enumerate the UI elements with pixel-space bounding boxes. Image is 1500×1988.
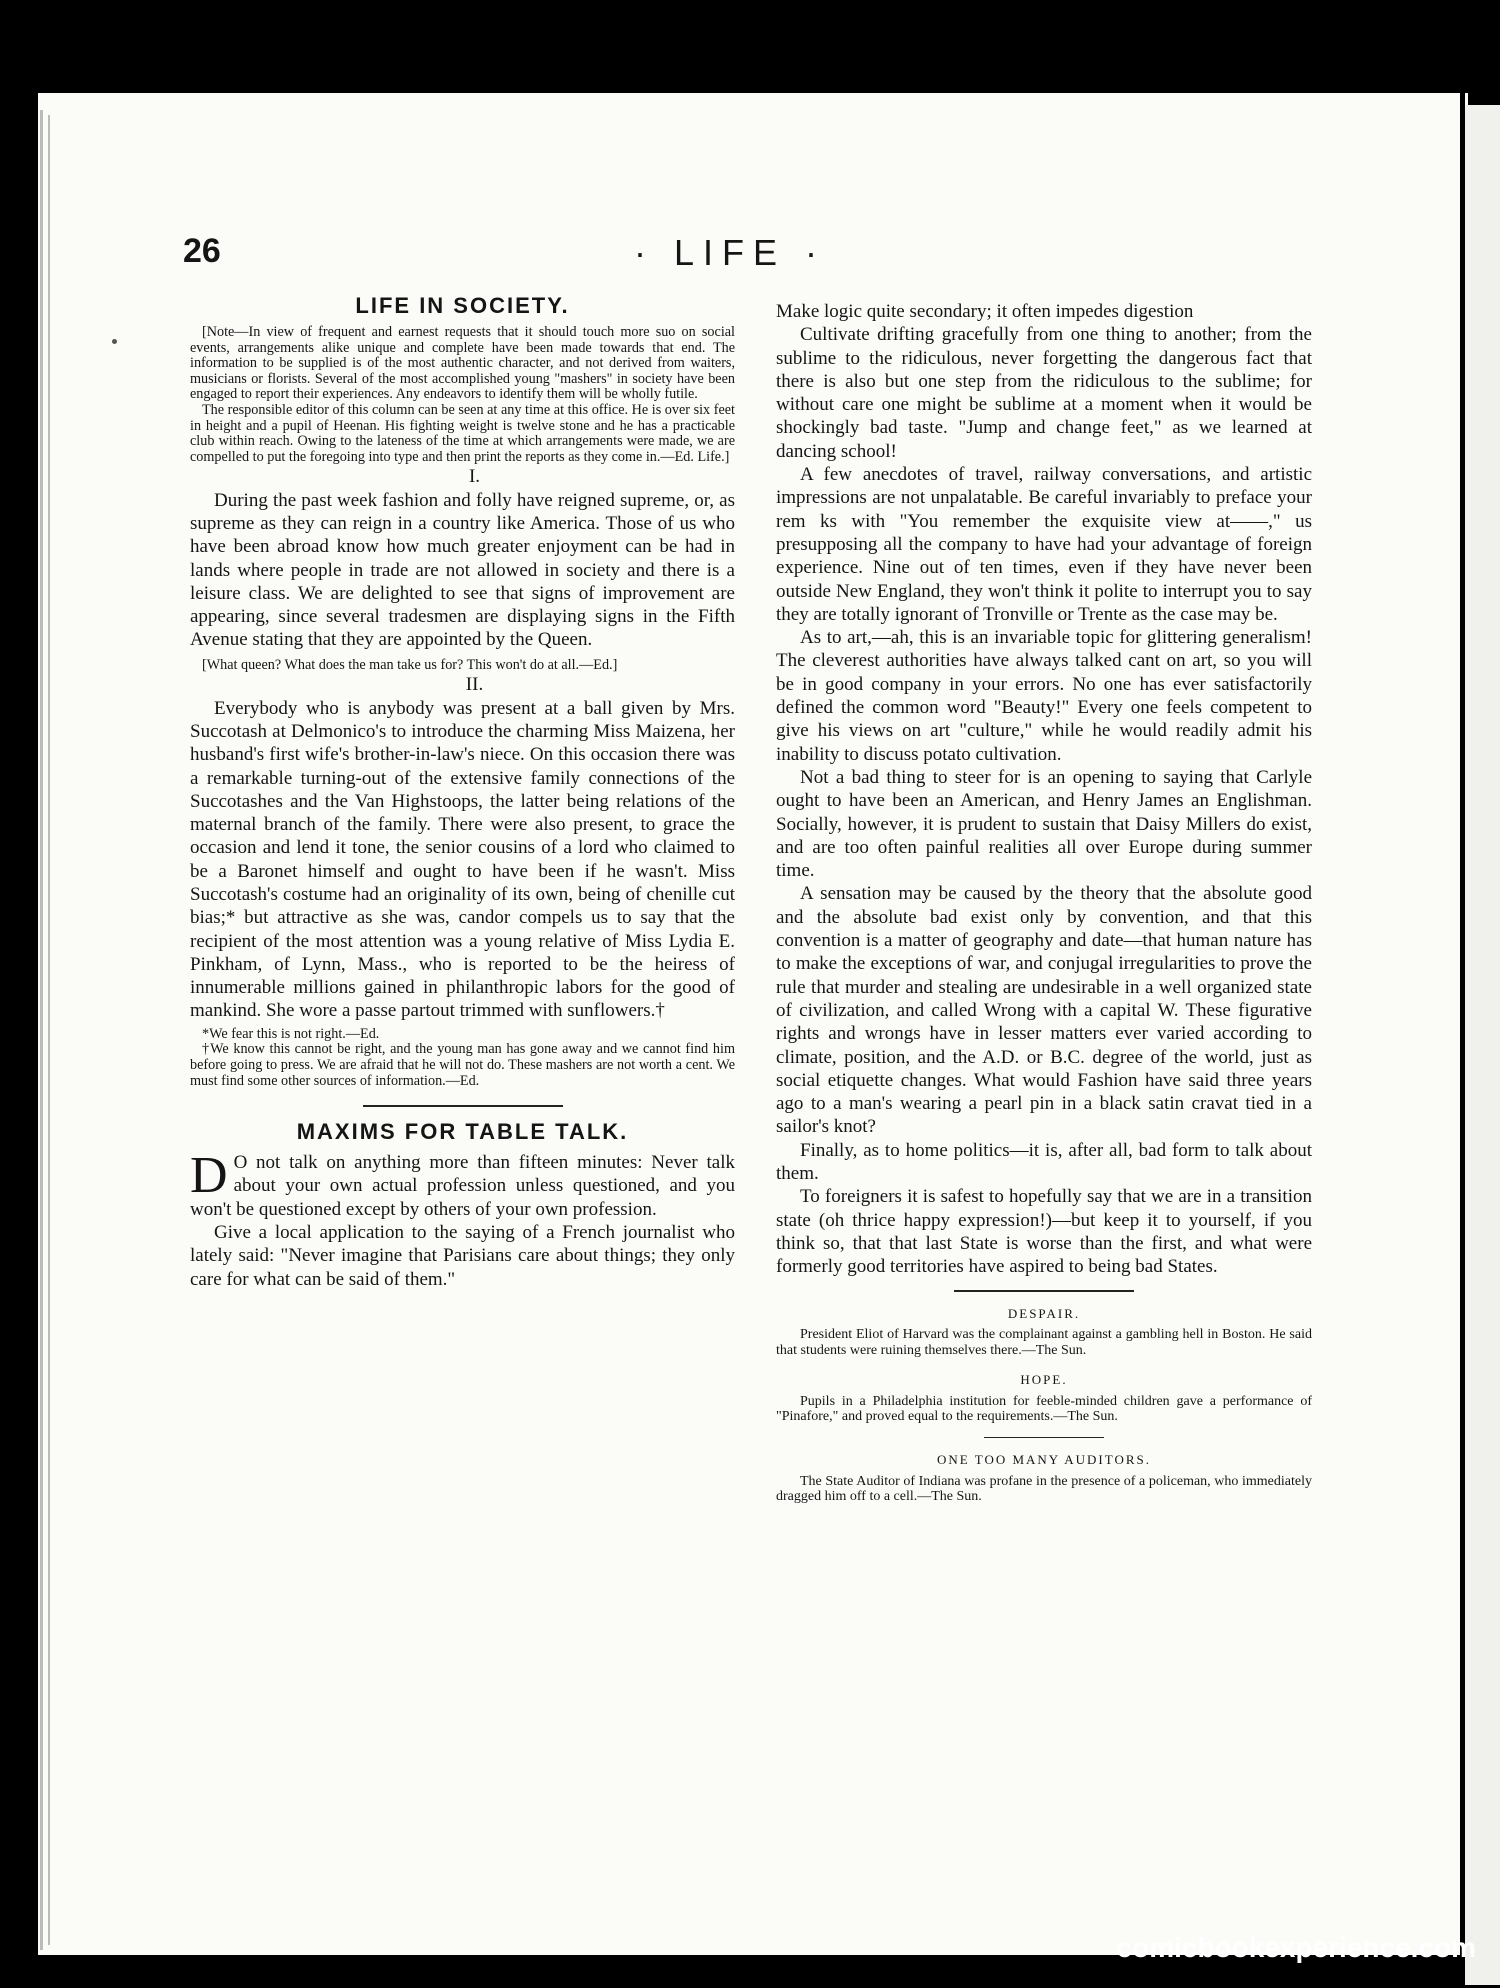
paragraph: Make logic quite secondary; it often impedes digestion <box>776 301 1194 322</box>
section-number: II. <box>465 674 484 696</box>
paragraph: Cultivate drifting gracefully from one thing to another; from the sublime to the ridiculous, never forgetting the dangerous fact that there is also but one step from the ridiculous to the sublime; for without care one might be sublime at a moment when it would be shockingly bad taste. "Jump and change feet," as we learned at dancing school! <box>776 324 1312 462</box>
editor-note: [Note—In view of frequent and earnest requests that it should touch more suo on social events, arrangements alike unique and complete have been made towards that end. The information to be supplied is of the most authentic character, and not derived from waiters, musicians or florists. Several of the most accomplished young "mashers" in society have been engaged to report their experiences. Any endeavors to identify them will be wholly futile. <box>190 324 735 403</box>
section-number: I. <box>468 466 481 488</box>
left-column <box>190 293 735 1291</box>
page-stack-edge <box>40 110 43 1950</box>
item-title: ONE TOO MANY AUDITORS. <box>937 1452 1151 1468</box>
watermark: comicbookexperience.com <box>1116 1932 1476 1963</box>
next-page-strip <box>1465 105 1500 1985</box>
paragraph <box>190 1147 735 1221</box>
page-stack-edge <box>48 115 50 1945</box>
item-title: DESPAIR. <box>1007 1305 1081 1321</box>
drop-cap: D <box>190 1147 228 1205</box>
paragraph: Not a bad thing to steer for is an opening to saying that Carlyle ought to have been an American, and Henry James an Englishman. Socially, however, it is prudent to sustain that Daisy Millers do exist, and are too often painful realities all over Europe during summer time. <box>776 766 1312 882</box>
margin-mark <box>112 339 117 344</box>
paragraph: To foreigners it is safest to hopefully say that we are in a transition state (oh thrice happy expression!)—but keep it to yourself, if you think so, that that last State is worse than the first, and what were formerly good territories have aspired to being bad States. <box>776 1186 1312 1278</box>
paragraph: As to art,—ah, this is an invariable topic for glittering generalism! The cleverest authorities have always talked cant on art, so you will be in good company in your errors. No one has ever satisfactorily defined the common word "Beauty!" Every one feels competent to give his views on art "culture," while he would readily admit his inability to discuss potato cultivation. <box>776 627 1312 765</box>
divider <box>984 1437 1104 1439</box>
footnote: †We know this cannot be right, and the young man has gone away and we cannot find him before going to press. We are afraid that he will not do. These mashers are not worth a cent. We must find some other sources of information.—Ed. <box>190 1041 735 1089</box>
divider <box>363 1105 563 1107</box>
divider <box>954 1290 1134 1292</box>
editor-note: [What queen? What does the man take us for? This won't do at all.—Ed.] <box>202 656 618 673</box>
paragraph-text: O not talk on anything more than fifteen minutes: Never talk about your own actual profession unless questioned, and you won't be questioned except by others of your own profession. <box>190 1152 735 1220</box>
article-title: LIFE IN SOCIETY. <box>355 293 570 318</box>
item-title: HOPE. <box>1020 1372 1068 1388</box>
article-title: MAXIMS FOR TABLE TALK. <box>296 1119 629 1145</box>
footnote: *We fear this is not right.—Ed. <box>202 1025 380 1042</box>
paragraph: Everybody who is anybody was present at a ball given by Mrs. Succotash at Delmonico's to introduce the charming Miss Maizena, her husband's first wife's brother-in-law's niece. On this occasion there was a remarkable turning-out of the extensive family connections of the Succotashes and the Van Highstoops, the latter being relations of the maternal branch of the family. There were also present, to grace the occasion and lend it tone, the senior cousins of a lord who claimed to be a Baronet himself and ought to have been if he wasn't. Miss Succotash's costume had an originality of its own, being of chenille cut bias;* but attractive as she was, candor compels us to say that the recipient of the most attention was a young relative of Miss Lydia E. Pinkham, of Lynn, Mass., who is reported to be the heiress of innumerable millions gained in philanthropic labors for the good of mankind. She wore a passe partout trimmed with sunflowers.† <box>190 697 735 1022</box>
page-number: 26 <box>183 232 221 270</box>
paragraph: Finally, as to home politics—it is, after all, bad form to talk about them. <box>776 1139 1312 1184</box>
right-column <box>776 300 1312 1505</box>
news-item: Pupils in a Philadelphia institution for feeble-minded children gave a performance of "Pinafore," and proved equal to the requirements.—The Sun. <box>776 1393 1312 1425</box>
masthead: · LIFE · <box>633 232 826 273</box>
paragraph: A few anecdotes of travel, railway conversations, and artistic impressions are not unpalatable. Be careful invariably to preface your rem ks with "You remember the exquisite view at——," us presupposing all the company to have had your advantage of foreign experience. Nine out of ten times, even if they have never been outside New England, they won't think it polite to interrupt you to say they are totally ignorant of Tronville or Trente as the case may be. <box>776 464 1312 625</box>
news-item: President Eliot of Harvard was the complainant against a gambling hell in Boston. He said that students were ruining themselves there.—The Sun. <box>776 1327 1312 1358</box>
news-item: The State Auditor of Indiana was profane in the presence of a policeman, who immediately dragged him off to a cell.—The Sun. <box>776 1473 1312 1505</box>
paragraph: Give a local application to the saying of a French journalist who lately said: "Never imagine that Parisians care about things; they only care for what can be said of them." <box>190 1222 735 1290</box>
paragraph: A sensation may be caused by the theory that the absolute good and the absolute bad exist only by convention, and that this convention is a matter of geography and date—that human nature has to make the exceptions of war, and conjugal irregularities to prove the rule that murder and stealing are undesirable in a well organized state of civilization, and called Wrong with a capital W. These figurative rights and wrongs have in lesser matters ever varied according to climate, position, and the A.D. or B.C. degree of the world, just as social etiquette changes. What would Fashion have said three years ago to a man's wearing a pearl pin in a black satin cravat tied in a sailor's knot? <box>776 883 1312 1138</box>
paragraph: During the past week fashion and folly have reigned supreme, or, as supreme as they can reign in a country like America. Those of us who have been abroad know how much greater enjoyment can be had in lands where people in trade are not allowed in society and there is a leisure class. We are delighted to see that signs of improvement are appearing, since several tradesmen are displaying signs in the Fifth Avenue stating that they are appointed by the Queen. <box>190 489 735 651</box>
editor-note: The responsible editor of this column can be seen at any time at this office. He is over six feet in height and a pupil of Heenan. His fighting weight is twelve stone and he has a practicable club within reach. Owing to the lateness of the time at which arrangements were made, we are compelled to put the foregoing into type and then print the reports as they come in.—Ed. Life.] <box>190 401 735 465</box>
